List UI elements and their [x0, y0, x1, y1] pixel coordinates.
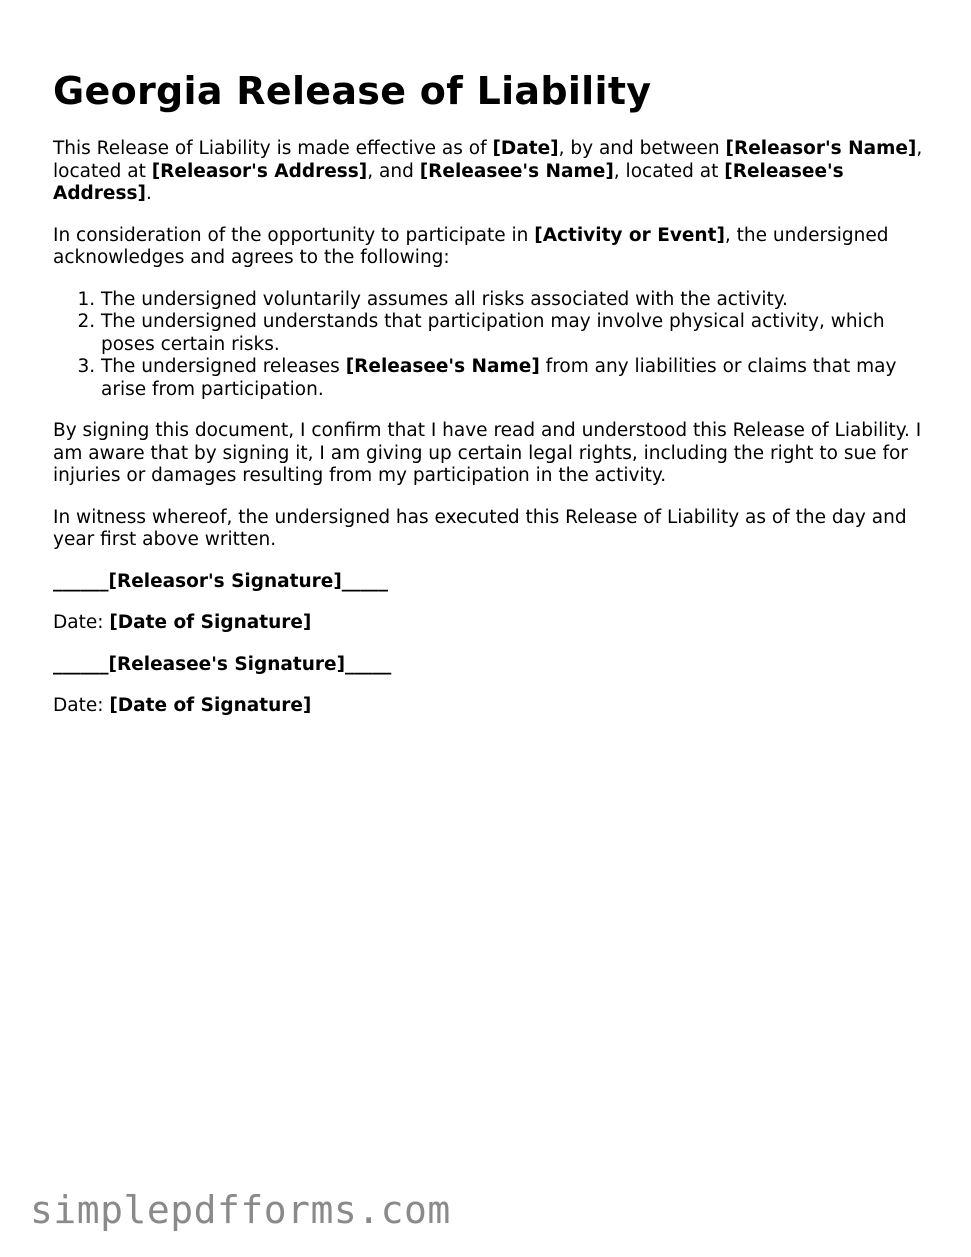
intro-paragraph [53, 138, 928, 206]
releasee-name-placeholder: [Releasee's Name] [345, 356, 540, 377]
releasor-name-placeholder: [Releasor's Name] [725, 138, 917, 159]
list-item [101, 356, 928, 401]
releasor-signature-placeholder: ______[Releasor's Signature]_____ [53, 570, 389, 592]
activity-placeholder: [Activity or Event] [534, 224, 725, 246]
confirmation-paragraph: By signing this document, I confirm that I have read and understood this Release of Liability. I am aware that by signing it, I am giving up certain legal rights, including the right to sue for injuries or damages resulting from my participation in the activity. [53, 420, 922, 486]
date-of-signature-placeholder: [Date of Signature] [109, 612, 312, 633]
releasor-signature-line [53, 571, 928, 594]
watermark: simplepdfforms.com [30, 1188, 451, 1232]
releasor-date-line [53, 612, 928, 635]
terms-list [53, 289, 928, 402]
releasee-address-placeholder: [Releasee's Address] [53, 160, 844, 204]
consideration-text: In consideration of the opportunity to participate in [53, 224, 535, 246]
intro-text: . [145, 183, 152, 204]
list-item-text: The undersigned releases [101, 356, 346, 377]
releasee-name-placeholder: [Releasee's Name] [419, 160, 614, 182]
consideration-paragraph [53, 225, 928, 270]
list-item: 2. The undersigned understands that participation may involve physical activity, which poses certain risks. [101, 311, 928, 356]
witness-paragraph: In witness whereof, the undersigned has executed this Release of Liability as of the day and year first above written. [53, 506, 907, 550]
intro-text: This Release of Liability is made effective as of [53, 138, 493, 159]
intro-text: , by and between [558, 138, 726, 159]
releasor-address-placeholder: [Releasor's Address] [151, 160, 368, 182]
date-label: Date: [53, 612, 110, 633]
date-label: Date: [53, 695, 110, 716]
document-title: Georgia Release of Liability [53, 69, 652, 113]
consideration-text: , the undersigned acknowledges and agrees to the following: [53, 224, 889, 268]
releasee-date-line [53, 695, 928, 718]
date-of-signature-placeholder: [Date of Signature] [109, 695, 312, 716]
list-item-text: from any liabilities or claims that may arise from participation. [101, 356, 897, 400]
intro-text: , located at [53, 138, 923, 182]
list-item: 1. The undersigned voluntarily assumes all risks associated with the activity. [101, 289, 928, 312]
intro-text: , and [367, 160, 420, 182]
date-placeholder: [Date] [492, 138, 559, 159]
releasee-signature-placeholder: ______[Releasee's Signature]_____ [53, 653, 392, 675]
document-page [53, 66, 928, 737]
intro-text: , located at [613, 160, 725, 182]
releasee-signature-line [53, 654, 928, 677]
